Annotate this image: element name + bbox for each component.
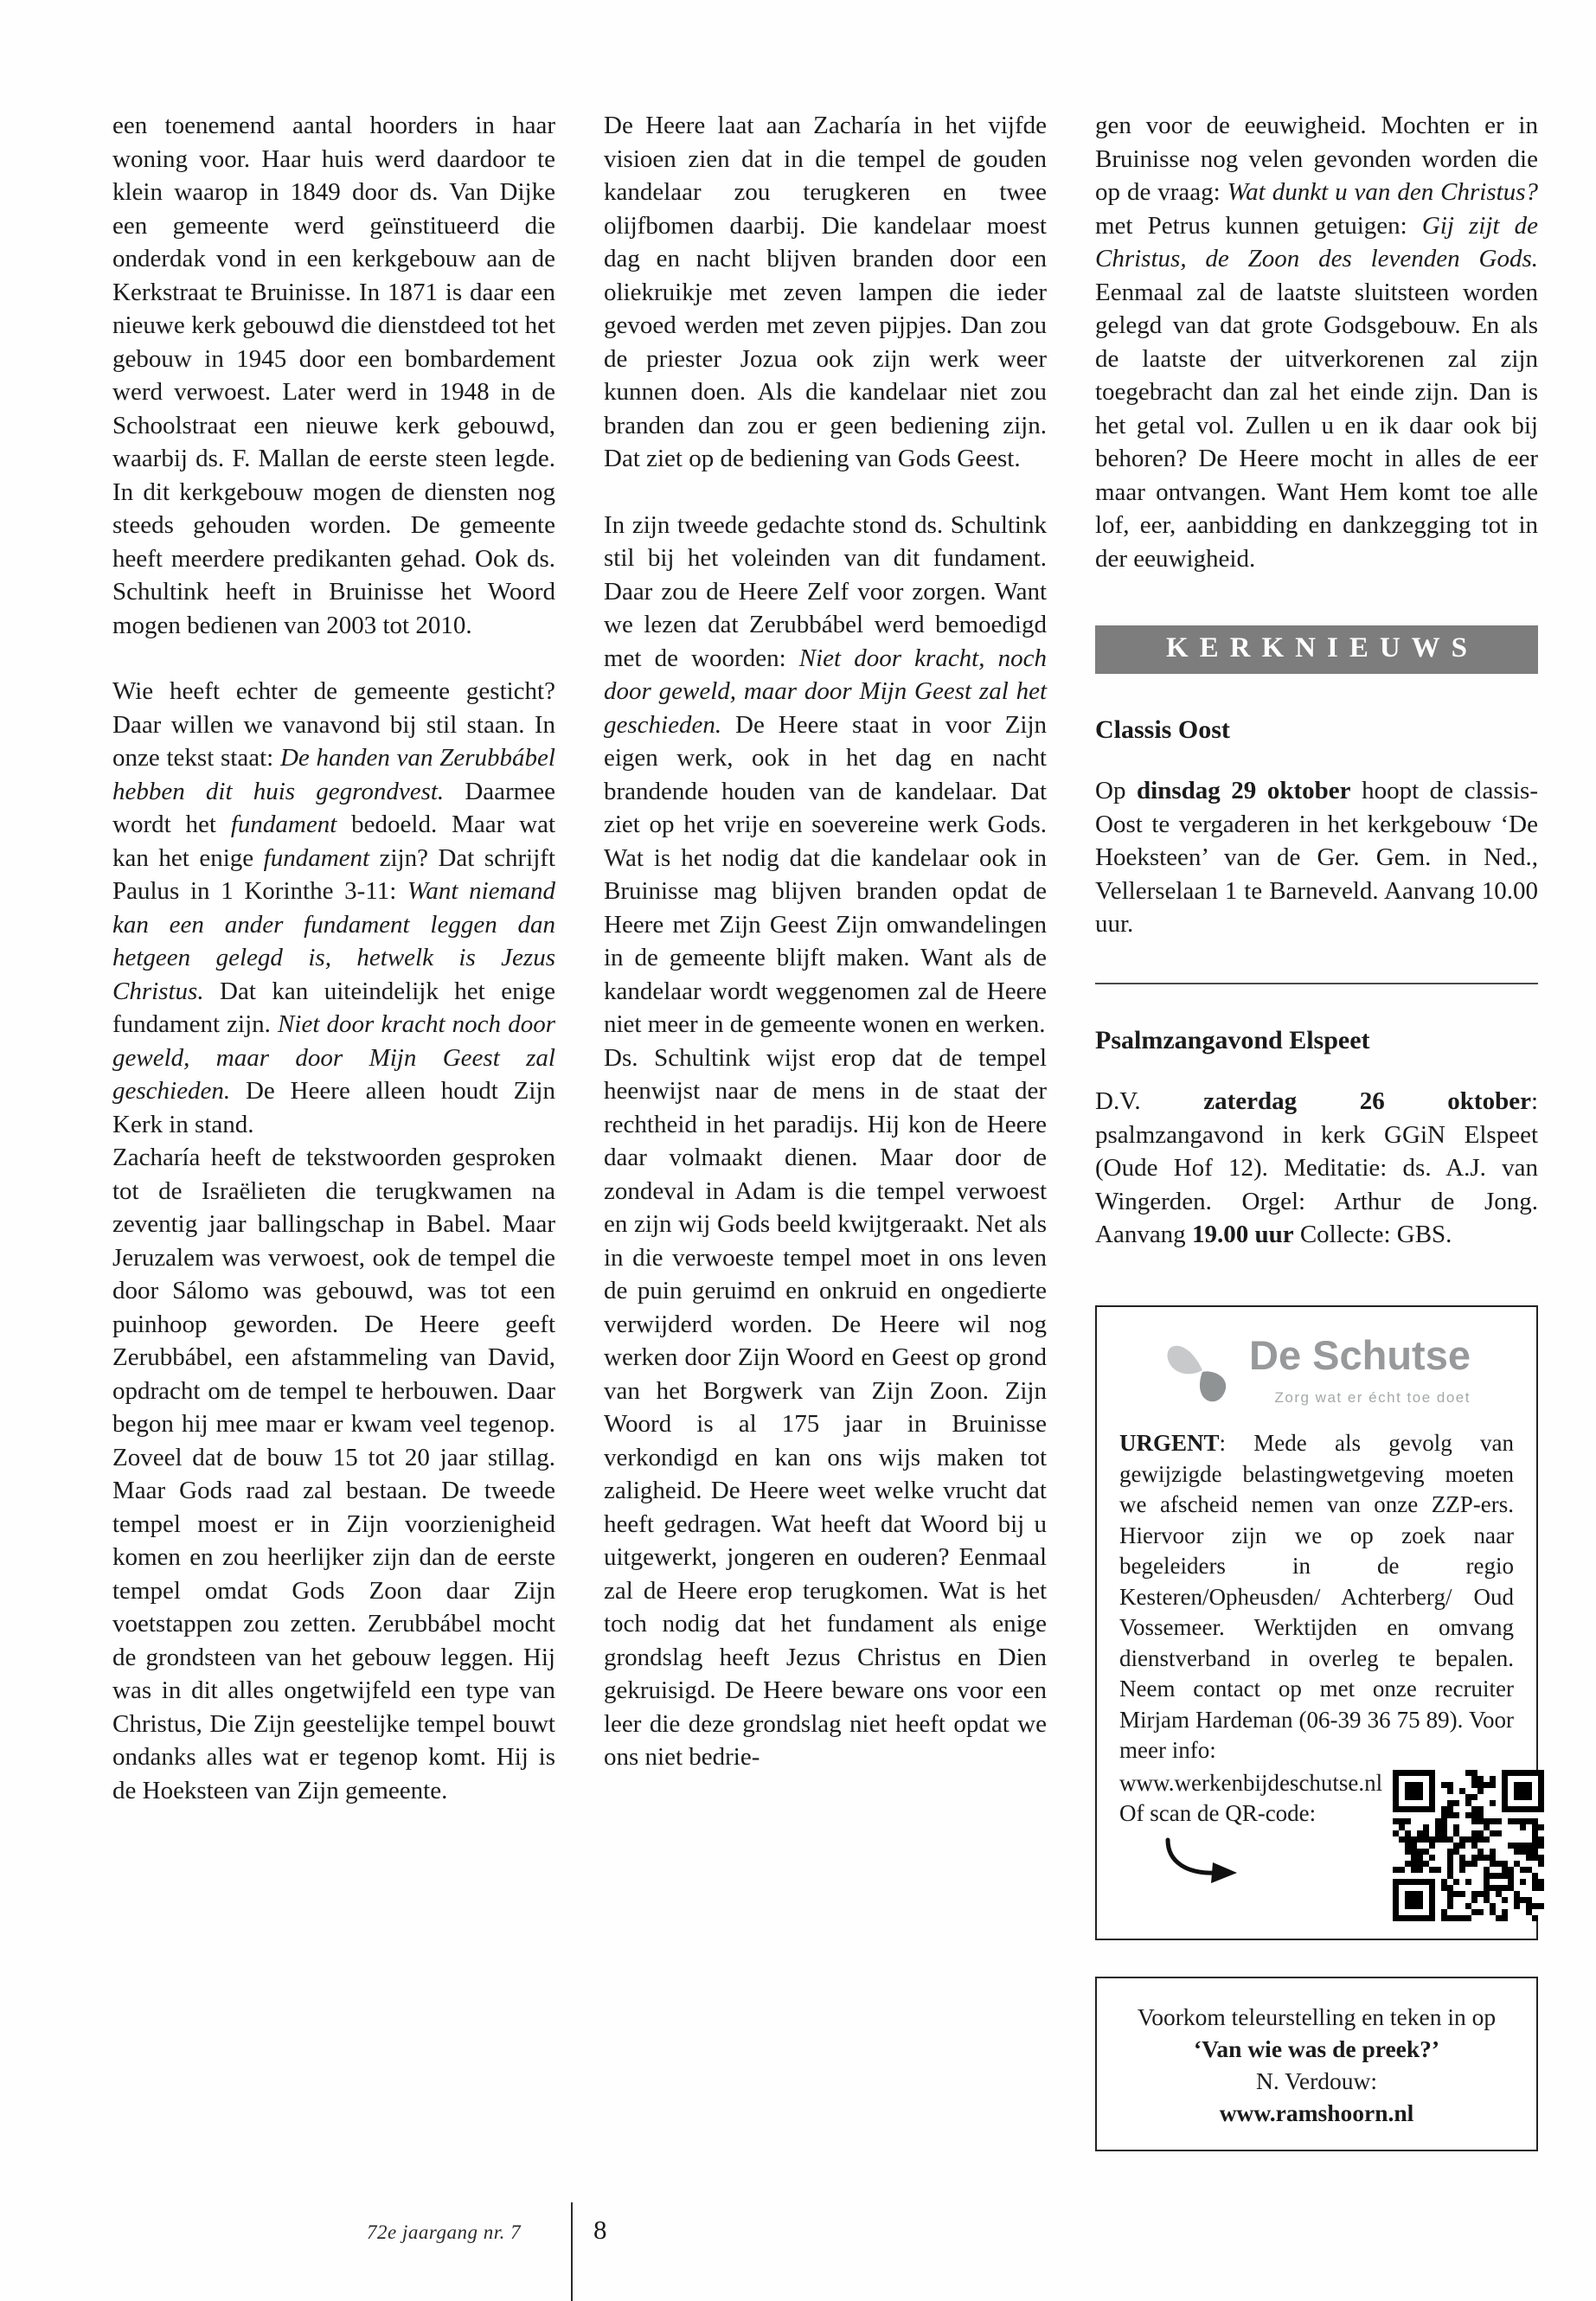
- article-column-3-intro: [1095, 109, 1538, 575]
- qr-section: [1119, 1768, 1514, 1921]
- article-paragraph: N. Verdouw:: [1255, 2067, 1378, 2094]
- article-column-3: [1095, 109, 1538, 2151]
- de-schutse-tagline: Zorg wat er écht toe doet: [1274, 1388, 1471, 1406]
- qr-code: [1393, 1770, 1544, 1921]
- issue-label: 72e jaargang nr. 7: [367, 2221, 522, 2243]
- qr-caption-area: [1119, 1768, 1393, 1921]
- de-schutse-logo: [1119, 1330, 1514, 1429]
- classis-oost-body: Op dinsdag 29 oktober hoopt de classis-Oost te vergaderen in het kerkgebouw ‘De Hoeksteen’ van de Ger. Gem. in Ned., Vellerselaan 1 te Barneveld. Aanvang 10.00 uur.: [1095, 777, 1538, 938]
- kerknieuws-banner: KERKNIEUWS: [1095, 625, 1538, 674]
- footer-divider: [571, 2202, 573, 2301]
- article-column-2: [604, 109, 1047, 2151]
- ad-urgent-text: URGENT: Mede als gevolg van gewijzigde belastingwetgeving moeten we afscheid nemen van onze ZZP-ers. Hiervoor zijn we op zoek naar begeleiders in de regio Kesteren/Opheusden/ Achterberg/ Oud Vossemeer. Werktijden en omvang dienstverband in overleg te bepalen. Neem contact op met onze recruiter Mirjam Hardeman (06-39 36 75 89). Voor meer info:: [1119, 1430, 1514, 1763]
- article-paragraph: Zacharía heeft de tekstwoorden gesproken tot de Israëlieten die terugkwamen na zeventig jaar ballingschap in Babel. Maar Jeruzalem was verwoest, ook de tempel die door Sálomo was gebouwd, was tot een puinhoop geworden. De Heere geeft Zerubbábel, een afstammeling van David, opdracht om de tempel te herbouwen. Daar begon hij mee maar er kwam veel tegenop. Zoveel dat de bouw 15 tot 20 jaar stillag. Maar Gods raad zal bestaan. De tweede tempel moest er in Zijn voorzienigheid komen en zou heerlijker zijn dan de eerste tempel omdat Gods Zoon daar Zijn voetstappen zou zetten. Zerubbábel mocht de grondsteen van het gebouw leggen. Hij was in dit alles ongetwijfeld een type van Christus, Die Zijn geestelijke tempel bouwt ondanks alles wat er tegenop komt. Hij is de Hoeksteen van Zijn gemeente.: [112, 1144, 555, 1804]
- butterfly-icon: [1163, 1333, 1239, 1417]
- article-paragraph: In zijn tweede gedachte stond ds. Schultink stil bij het voleinden van dit fundament. Daar zou de Heere Zelf voor zorgen. Want we lezen dat Zerubbábel werd bemoedigd met de woorden: Niet door kracht, noch door geweld, maar door Mijn Geest zal het geschieden. De Heere staat in voor Zijn eigen werk, ook in het dag en nacht brandende houden van de kandelaar. Dat ziet op het vrije en soevereine werk Gods. Wat is het nodig dat die kandelaar ook in Bruinisse mag blijven branden opdat de Heere met Zijn Geest Zijn omwandelingen in de gemeente blijft maken. Want als de kandelaar wordt weggenomen zal de Heere niet meer in de gemeente wonen en werken.: [604, 510, 1047, 1038]
- page-footer: [0, 2195, 1596, 2301]
- de-schutse-ad: [1095, 1305, 1538, 1940]
- article-paragraph: De Heere laat aan Zacharía in het vijfde visioen zien dat in die tempel de gouden kandelaar zou terugkeren en twee olijfbomen daarbij. Die kandelaar moest dag en nacht blijven branden door een oliekruikje met zeven lampen die ieder gevoed werden met zeven pijpjes. Dan zou de priester Jozua ook zijn werk weer kunnen doen. Als die kandelaar niet zou branden dan zou er geen bediening zijn. Dat ziet op de bediening van Gods Geest.: [604, 112, 1047, 472]
- article-paragraph: www.ramshoorn.nl: [1219, 2099, 1414, 2126]
- article-columns: [112, 109, 1546, 2151]
- section-divider: [1095, 983, 1538, 984]
- article-paragraph: een toenemend aantal hoorders in haar woning voor. Haar huis werd daardoor te klein waarop in 1849 door ds. Van Dijke een gemeente werd geïnstitueerd die onderdak vond in een kerkgebouw aan de Kerkstraat te Bruinisse. In 1871 is daar een nieuwe kerk gebouwd die dienstdeed tot het gebouw in 1945 door een bombardement werd verwoest. Later werd in 1948 in de Schoolstraat een nieuwe kerk gebouwd, waarbij ds. F. Mallan de eerste steen legde. In dit kerkgebouw mogen de diensten nog steeds gehouden worden. De gemeente heeft meerdere predikanten gehad. Ook ds. Schultink heeft in Bruinisse het Woord mogen bedienen van 2003 tot 2010.: [112, 112, 555, 639]
- psalmzangavond-heading: Psalmzangavond Elspeet: [1095, 1025, 1370, 1054]
- de-schutse-brand-name: De Schutse: [1249, 1331, 1471, 1378]
- de-schutse-logo-text: [1249, 1331, 1471, 1415]
- article-paragraph: Voorkom teleurstelling en teken in op ‘Van wie was de preek?’: [1137, 2003, 1497, 2062]
- ramshoorn-ad: [1095, 1977, 1538, 2151]
- article-column-1: [112, 109, 555, 2151]
- psalmzangavond-body: D.V. zaterdag 26 oktober: psalmzangavond in kerk GGiN Elspeet (Oude Hof 12). Meditatie: ds. A.J. van Wingerden. Orgel: Arthur de Jong. Aanvang 19.00 uur Collecte: GBS.: [1095, 1087, 1539, 1248]
- classis-oost-heading: Classis Oost: [1095, 715, 1230, 744]
- article-paragraph: gen voor de eeuwigheid. Mochten er in Bruinisse nog velen gevonden worden die op de vraag: Wat dunkt u van den Christus? met Petrus kunnen getuigen: Gij zijt de Christus, de Zoon des levenden Gods. Eenmaal zal de laatste sluitsteen worden gelegd van dat grote Godsgebouw. En als de laatste der uitverkorenen zal zijn toegebracht dan zal het einde zijn. Dan is het getal vol. Zullen u en ik daar ook bij behoren? De Heere mocht in alles de eer maar ontvangen. Want Hem komt toe alle lof, eer, aanbidding en dankzegging tot in der eeuwigheid.: [1095, 112, 1538, 573]
- ad-urgent-text-continued: www.werkenbijdeschutse.nl Of scan de QR-code:: [1119, 1769, 1383, 1826]
- page-number: 8: [593, 2214, 607, 2245]
- article-paragraph: Wie heeft echter de gemeente gesticht? Daar willen we vanavond bij stil staan. In onze tekst staat: De handen van Zerubbábel hebben dit huis gegrondvest. Daarmee wordt het fundament bedoeld. Maar wat kan het enige fundament zijn? Dat schrijft Paulus in 1 Korinthe 3-11: Want niemand kan een ander fundament leggen dan hetgeen gelegd is, hetwelk is Jezus Christus. Dat kan uiteindelijk het enige fundament zijn. Niet door kracht noch door geweld, maar door Mijn Geest zal geschieden. De Heere alleen houdt Zijn Kerk in stand.: [112, 677, 556, 1138]
- curved-arrow-icon: [1157, 1836, 1253, 1890]
- article-paragraph: Ds. Schultink wijst erop dat de tempel heenwijst naar de mens in de staat der rechtheid in het paradijs. Hij kon de Heere daar volmaakt dienen. Maar door de zondeval in Adam is die tempel verwoest en zijn wij Gods beeld kwijtgeraakt. Net als in die verwoeste tempel moet in ons leven de puin geruimd en onkruid en ongedierte verwijderd worden. De Heere wil nog werken door Zijn Woord en Geest op grond van het Borgwerk van Zijn Zoon. Zijn Woord is al 175 jaar in Bruinisse verkondigd en kan ons wijs maken tot zaligheid. De Heere weet welke vrucht dat heeft gedragen. Wat heeft dat Woord bij u uitgewerkt, jongeren en ouderen? Eenmaal zal de Heere erop terugkomen. Wat is het toch nodig dat het fundament als enige grondslag heeft Jezus Christus en Dien gekruisigd. De Heere beware ons voor een leer die deze grondslag niet heeft opdat we ons niet bedrie-: [604, 1043, 1047, 1771]
